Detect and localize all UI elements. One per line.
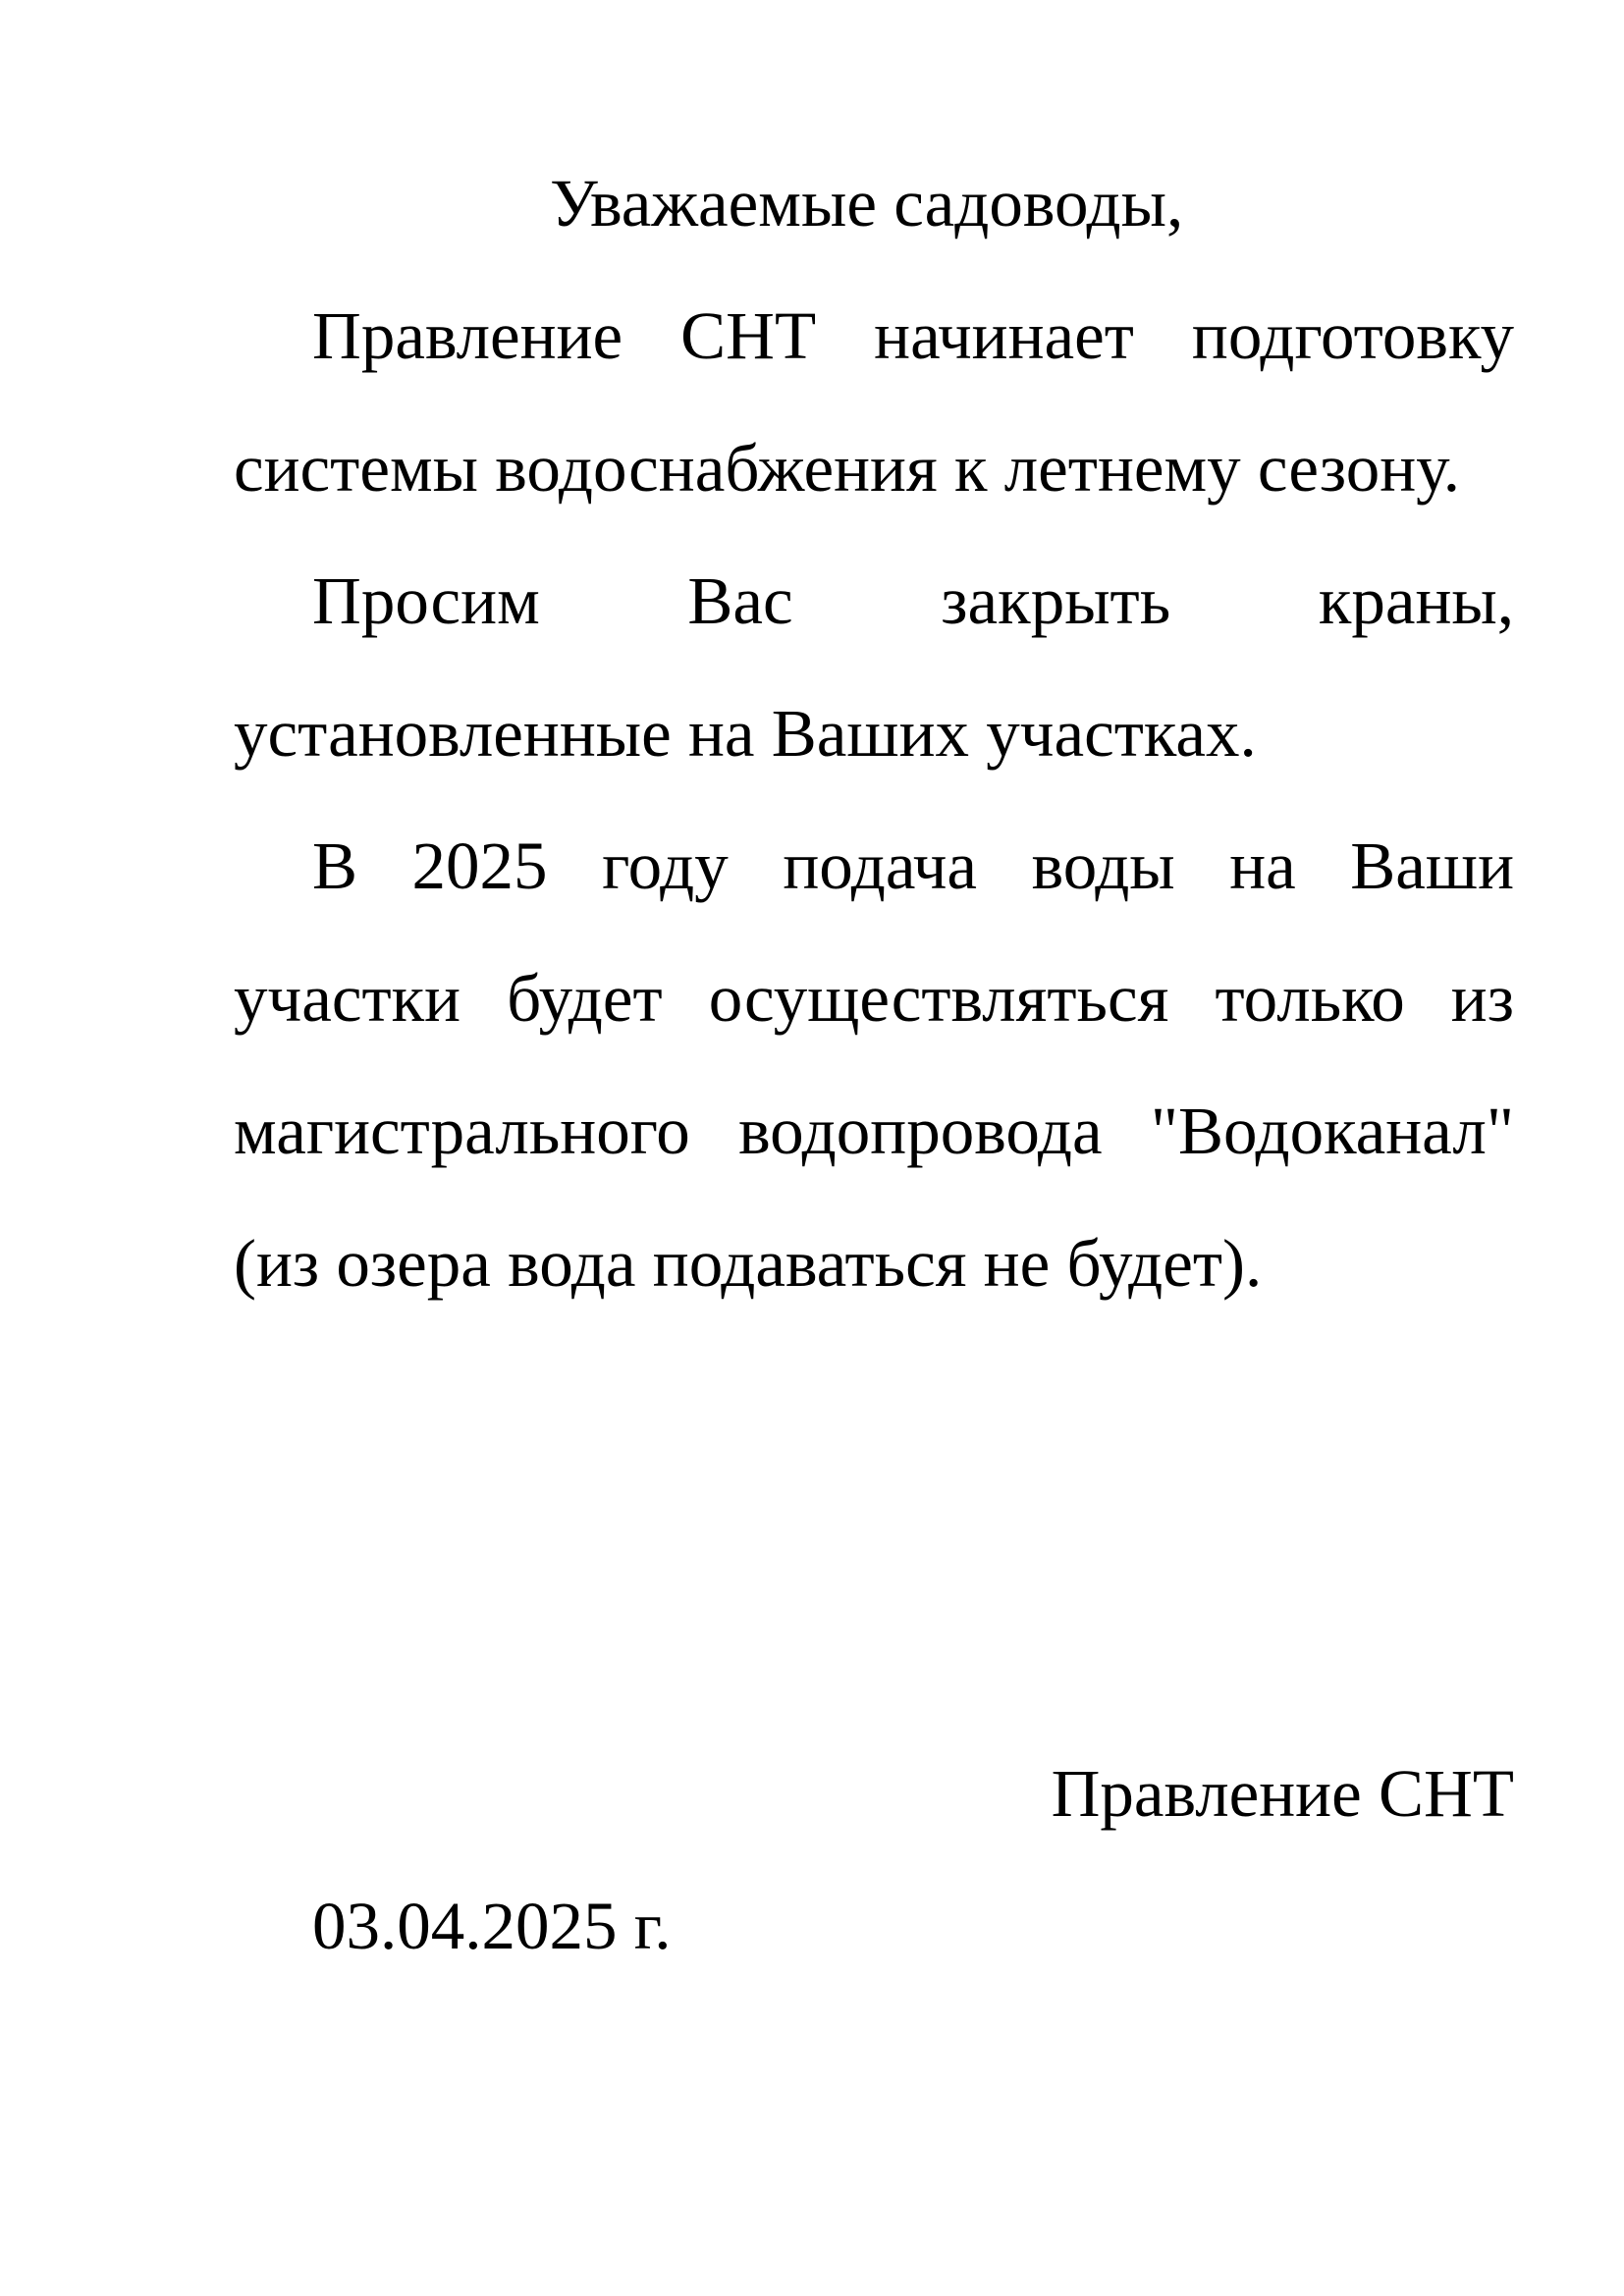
document-date: 03.04.2025 г.: [312, 1889, 672, 1963]
greeting-heading: Уважаемые садоводы,: [550, 166, 1184, 240]
paragraph-close-taps: Просим Вас закрыть краны, установленные на Ваших участках.: [234, 563, 1514, 771]
paragraph-preparation: Правление СНТ начинает подготовку системы водоснабжения к летнему сезону.: [234, 298, 1514, 506]
paragraph-water-supply: В 2025 году подача воды на Ваши участки будет осуществляться только из магистрального водопровода "Водоканал" (из озера вода подаваться не будет).: [234, 828, 1514, 1301]
signature: Правление СНТ: [1051, 1756, 1514, 1831]
notice-body: [234, 270, 1514, 1330]
